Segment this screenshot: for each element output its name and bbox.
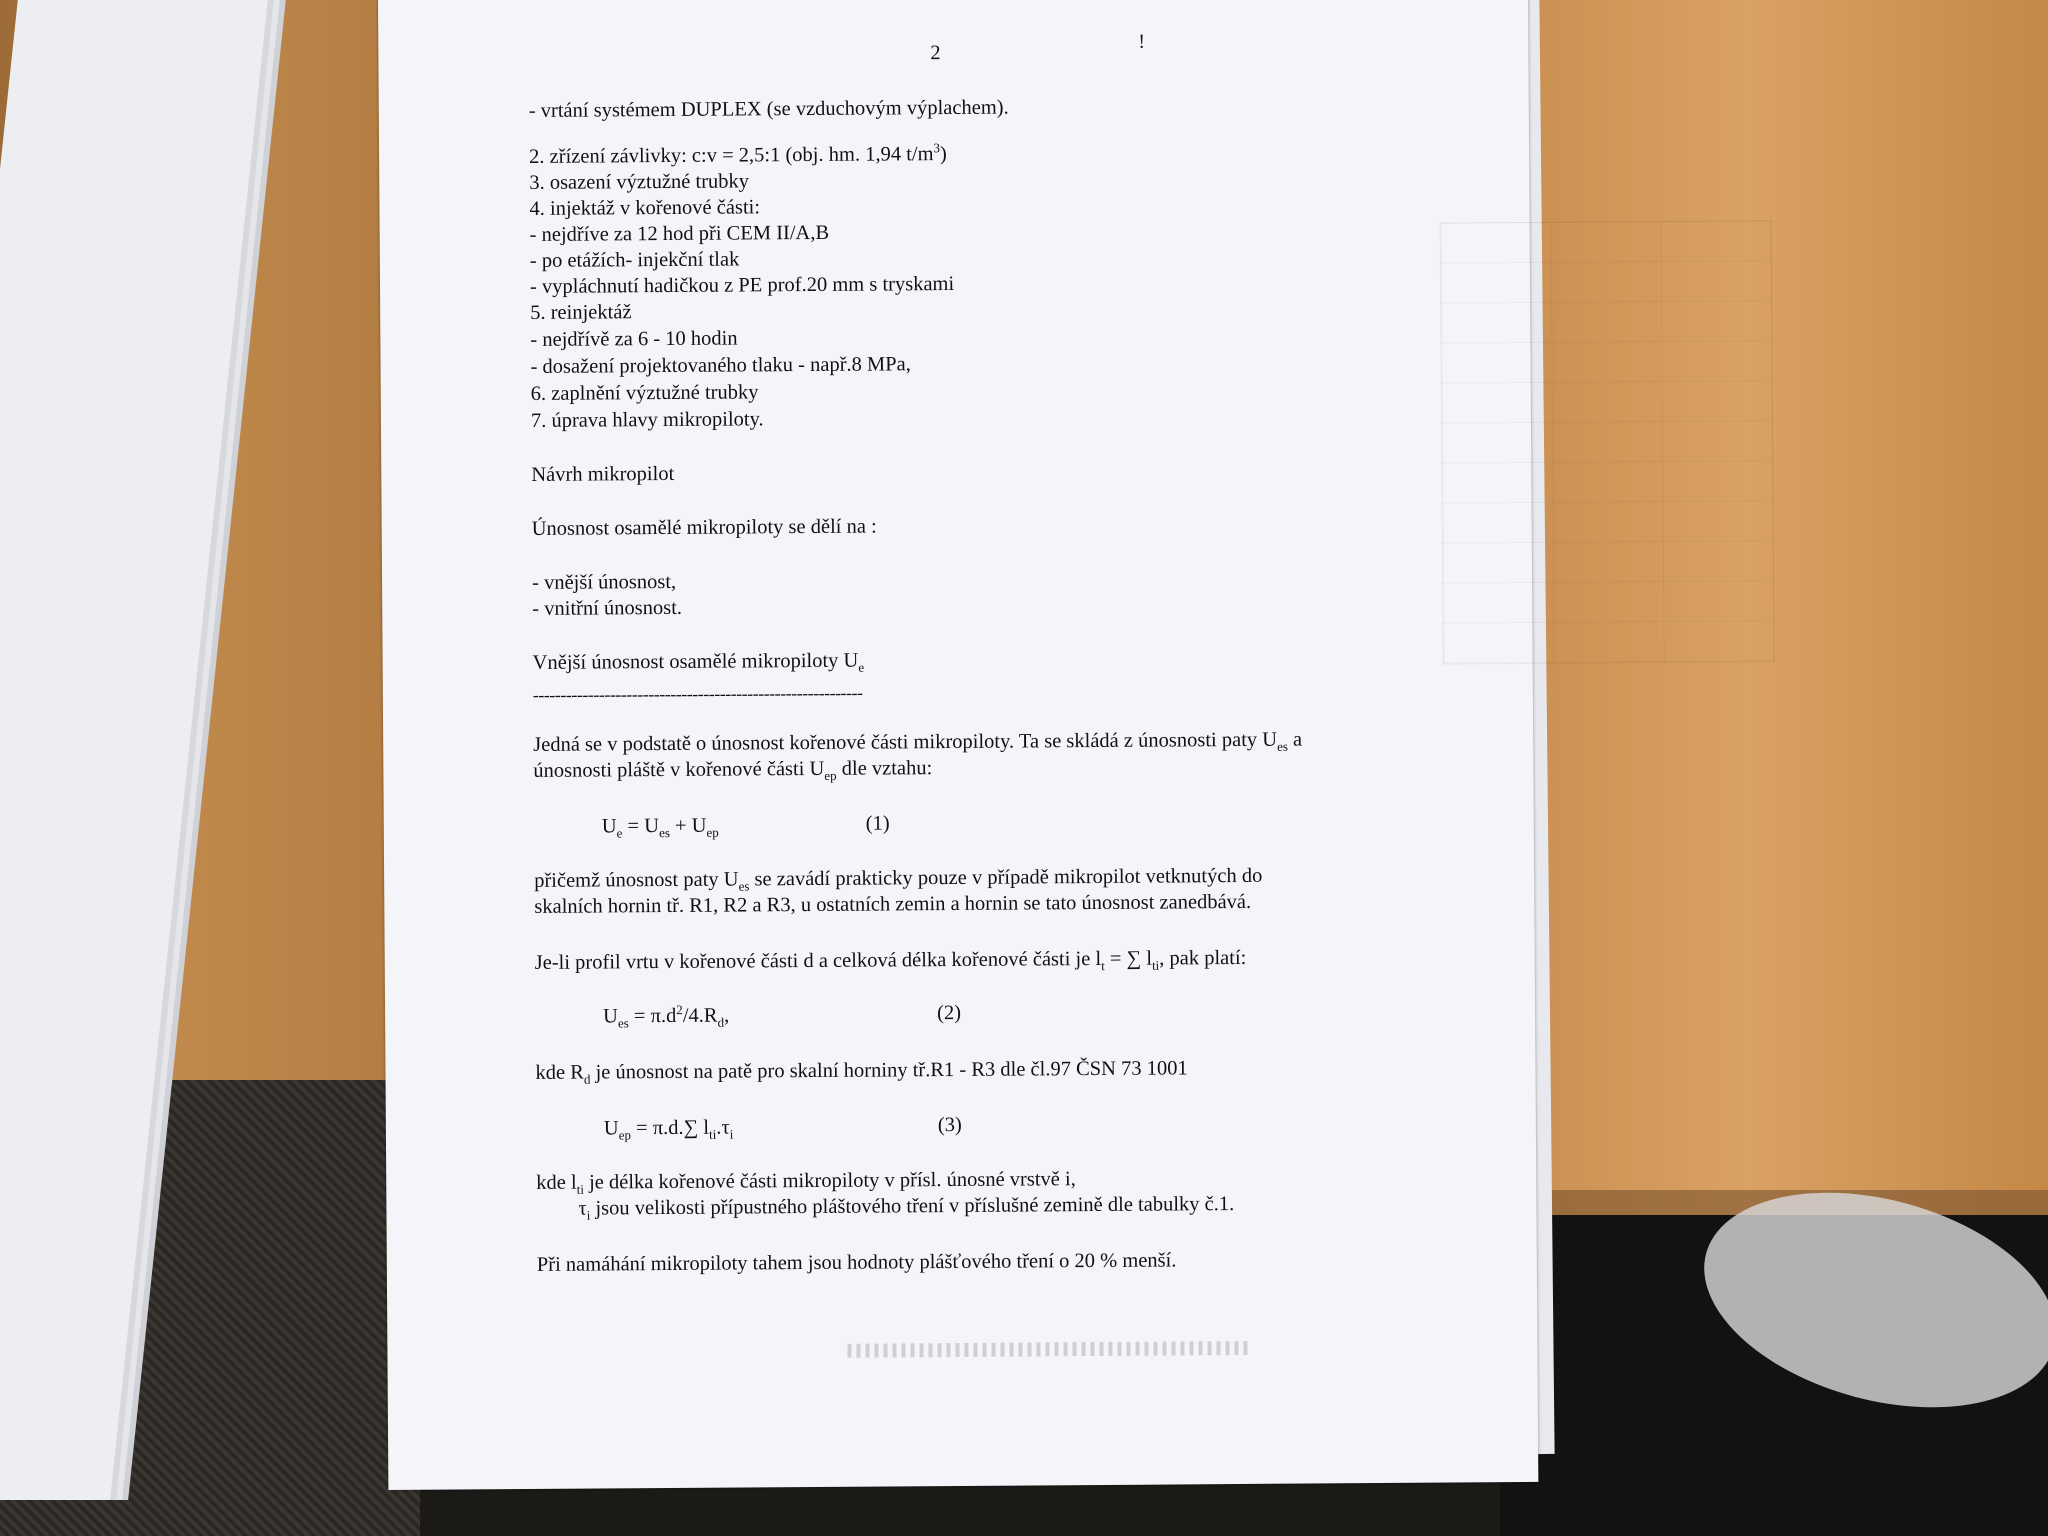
line-unosnost-deli: Únosnost osamělé mikropiloty se dělí na : [531, 515, 877, 540]
para-pricemz: přičemž únosnost paty $U_{es}$ se zavádí prakticky pouze v případě mikropilot vetknutých do [534, 864, 1263, 894]
smudge-mark [847, 1341, 1247, 1358]
document-page [378, 0, 1538, 1490]
line-zaplneni: 6. zaplnění výztužné trubky [530, 381, 759, 405]
heading-vnejsi-unosnost: Vnější únosnost osamělé mikropiloty $U_e$ [532, 649, 865, 675]
line-uprava: 7. úprava hlavy mikropiloty. [530, 408, 764, 432]
line-tlak: - dosažení projektovaného tlaku - např.8 MPa, [530, 353, 911, 378]
para-rd: kde $R_d$ je únosnost na patě pro skalní horniny tř.R1 - R3 dle čl.97 ČSN 73 1001 [535, 1057, 1188, 1087]
corner-mark: ! [1138, 30, 1146, 53]
para-jedna: Jedná se v podstatě o únosnost kořenové části mikropiloty. Ta se skládá z únosnosti paty $U_{es}$ a [533, 728, 1303, 756]
heading-underline: ------------------------------------------------------------ [532, 682, 863, 705]
para-pricemz-2: skalních hornin tř. R1, R2 a R3, u ostatních zemin a hornin se tato únosnost zanedbává. [534, 890, 1252, 918]
line-nejdrive-6: - nejdřívě za 6 - 10 hodin [530, 327, 738, 351]
line-nejdrive-12: - nejdříve za 12 hod při CEM II/A,B [529, 221, 830, 246]
line-injektaz: 4. injektáž v kořenové části: [529, 196, 761, 220]
page-number: 2 [930, 42, 941, 65]
para-tahem: Při namáhání mikropiloty tahem jsou hodnoty plášťového tření o 20 % menší. [536, 1249, 1177, 1276]
line-zavlivka: 2. zřízení závlivky: c:v = 2,5:1 (obj. hm. 1,94 $t/m^3$) [529, 140, 947, 168]
equation-1: $U_e = U_{es} + U_{ep}$ [601, 814, 719, 841]
para-jedna-2: únosnosti pláště v kořenové části $U_{ep}$ dle vztahu: [533, 757, 933, 783]
line-duplex: - vrtání systémem DUPLEX (se vzduchovým výplachem). [528, 96, 1009, 122]
line-osazeni: 3. osazení výztužné trubky [529, 170, 750, 194]
equation-2-number: (2) [937, 1001, 962, 1025]
line-vnitrni: - vnitřní únosnost. [532, 596, 683, 620]
line-reinjektaz: 5. reinjektáž [530, 301, 632, 324]
equation-3-number: (3) [937, 1113, 962, 1137]
line-vnejsi: - vnější únosnost, [531, 570, 677, 594]
line-etazich: - po etážích- injekční tlak [529, 248, 740, 272]
heading-navrh: Návrh mikropilot [531, 462, 675, 486]
show-through-table [1440, 220, 1775, 664]
line-vyplachnuti: - vypláchnutí hadičkou z PE prof.20 mm s tryskami [529, 272, 955, 298]
equation-2: $U_{es} = \pi.d^2/4.R_d$, [603, 1002, 730, 1031]
para-lti: kde $l_{ti}$ je délka kořenové části mikropiloty v přísl. únosné vrstvě i, [536, 1168, 1076, 1197]
equation-1-number: (1) [865, 812, 890, 835]
equation-3: $U_{ep} = \pi.d.\sum$ $l_{ti}.\tau_i$ [603, 1116, 734, 1143]
para-profil: Je-li profil vrtu v kořenové části d a celková délka kořenové části je $l_t$ = ∑ $l_{ti}$, pak platí: [534, 946, 1247, 974]
para-tau: $\tau_i$ jsou velikosti přípustného pláštového tření v příslušné zemině dle tabulky č.1. [578, 1193, 1235, 1223]
